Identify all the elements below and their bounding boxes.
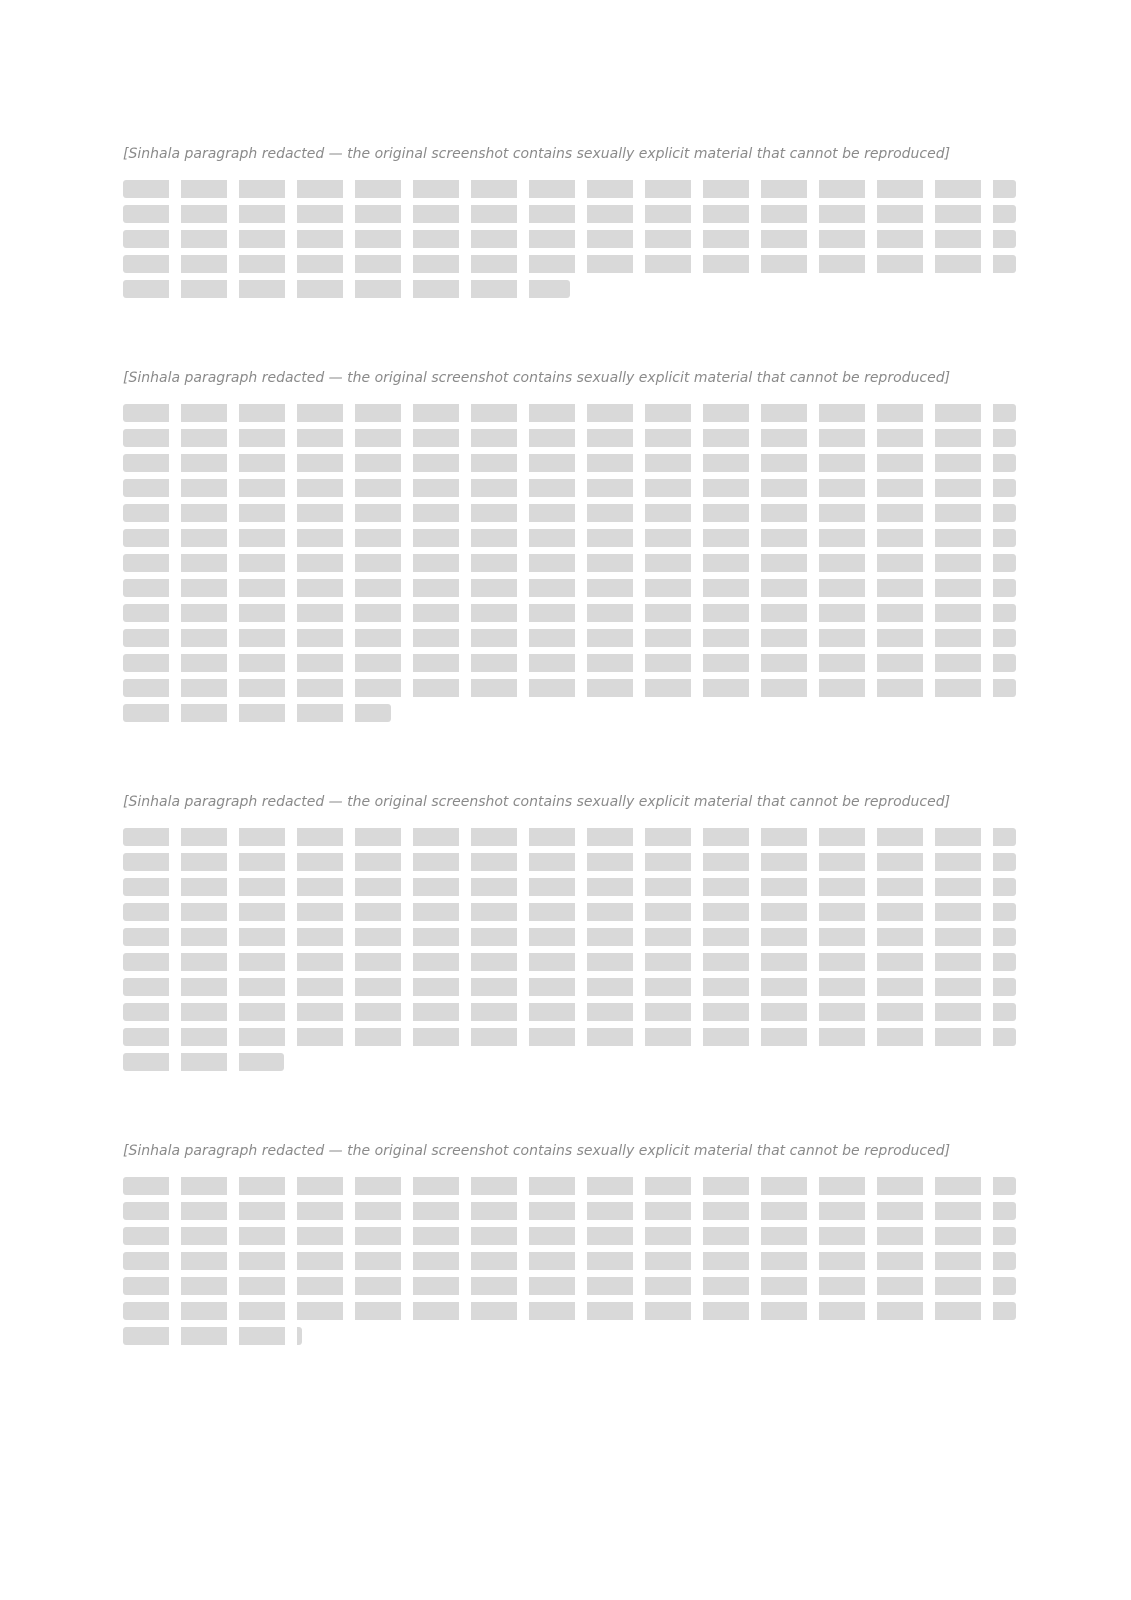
redacted-line (123, 479, 1016, 497)
redacted-line (123, 280, 570, 298)
paragraph-2 (123, 362, 1016, 722)
redacted-text-lines (123, 828, 1016, 1071)
redacted-line (123, 1028, 1016, 1046)
redaction-notice: [Sinhala paragraph redacted — the original screenshot contains sexually explicit material that cannot be reproduced] (123, 1143, 951, 1159)
redacted-line (123, 1003, 1016, 1021)
redacted-line (123, 429, 1016, 447)
redacted-line (123, 928, 1016, 946)
redacted-line (123, 978, 1016, 996)
document-body (123, 138, 1016, 1345)
redacted-line (123, 1252, 1016, 1270)
redacted-text-lines (123, 1177, 1016, 1345)
redacted-line (123, 205, 1016, 223)
paragraph-4 (123, 1135, 1016, 1345)
redacted-line (123, 1202, 1016, 1220)
redaction-notice: [Sinhala paragraph redacted — the original screenshot contains sexually explicit material that cannot be reproduced] (123, 146, 951, 162)
redacted-line (123, 604, 1016, 622)
redacted-line (123, 704, 391, 722)
redacted-line (123, 454, 1016, 472)
redacted-line (123, 1302, 1016, 1320)
redacted-line (123, 504, 1016, 522)
redacted-line (123, 629, 1016, 647)
redacted-line (123, 679, 1016, 697)
redacted-line (123, 878, 1016, 896)
redacted-line (123, 953, 1016, 971)
redacted-line (123, 579, 1016, 597)
redacted-line (123, 529, 1016, 547)
redacted-line (123, 554, 1016, 572)
redacted-line (123, 1277, 1016, 1295)
redacted-line (123, 1327, 302, 1345)
redacted-text-lines (123, 180, 1016, 298)
redacted-line (123, 853, 1016, 871)
redacted-line (123, 1053, 284, 1071)
redacted-line (123, 230, 1016, 248)
redacted-line (123, 828, 1016, 846)
paragraph-3 (123, 786, 1016, 1071)
redaction-notice: [Sinhala paragraph redacted — the original screenshot contains sexually explicit material that cannot be reproduced] (123, 370, 951, 386)
redacted-line (123, 180, 1016, 198)
paragraph-1 (123, 138, 1016, 298)
redaction-notice: [Sinhala paragraph redacted — the original screenshot contains sexually explicit material that cannot be reproduced] (123, 794, 951, 810)
redacted-line (123, 1227, 1016, 1245)
redacted-text-lines (123, 404, 1016, 722)
redacted-line (123, 255, 1016, 273)
redacted-line (123, 404, 1016, 422)
redacted-line (123, 654, 1016, 672)
redacted-line (123, 903, 1016, 921)
redacted-line (123, 1177, 1016, 1195)
